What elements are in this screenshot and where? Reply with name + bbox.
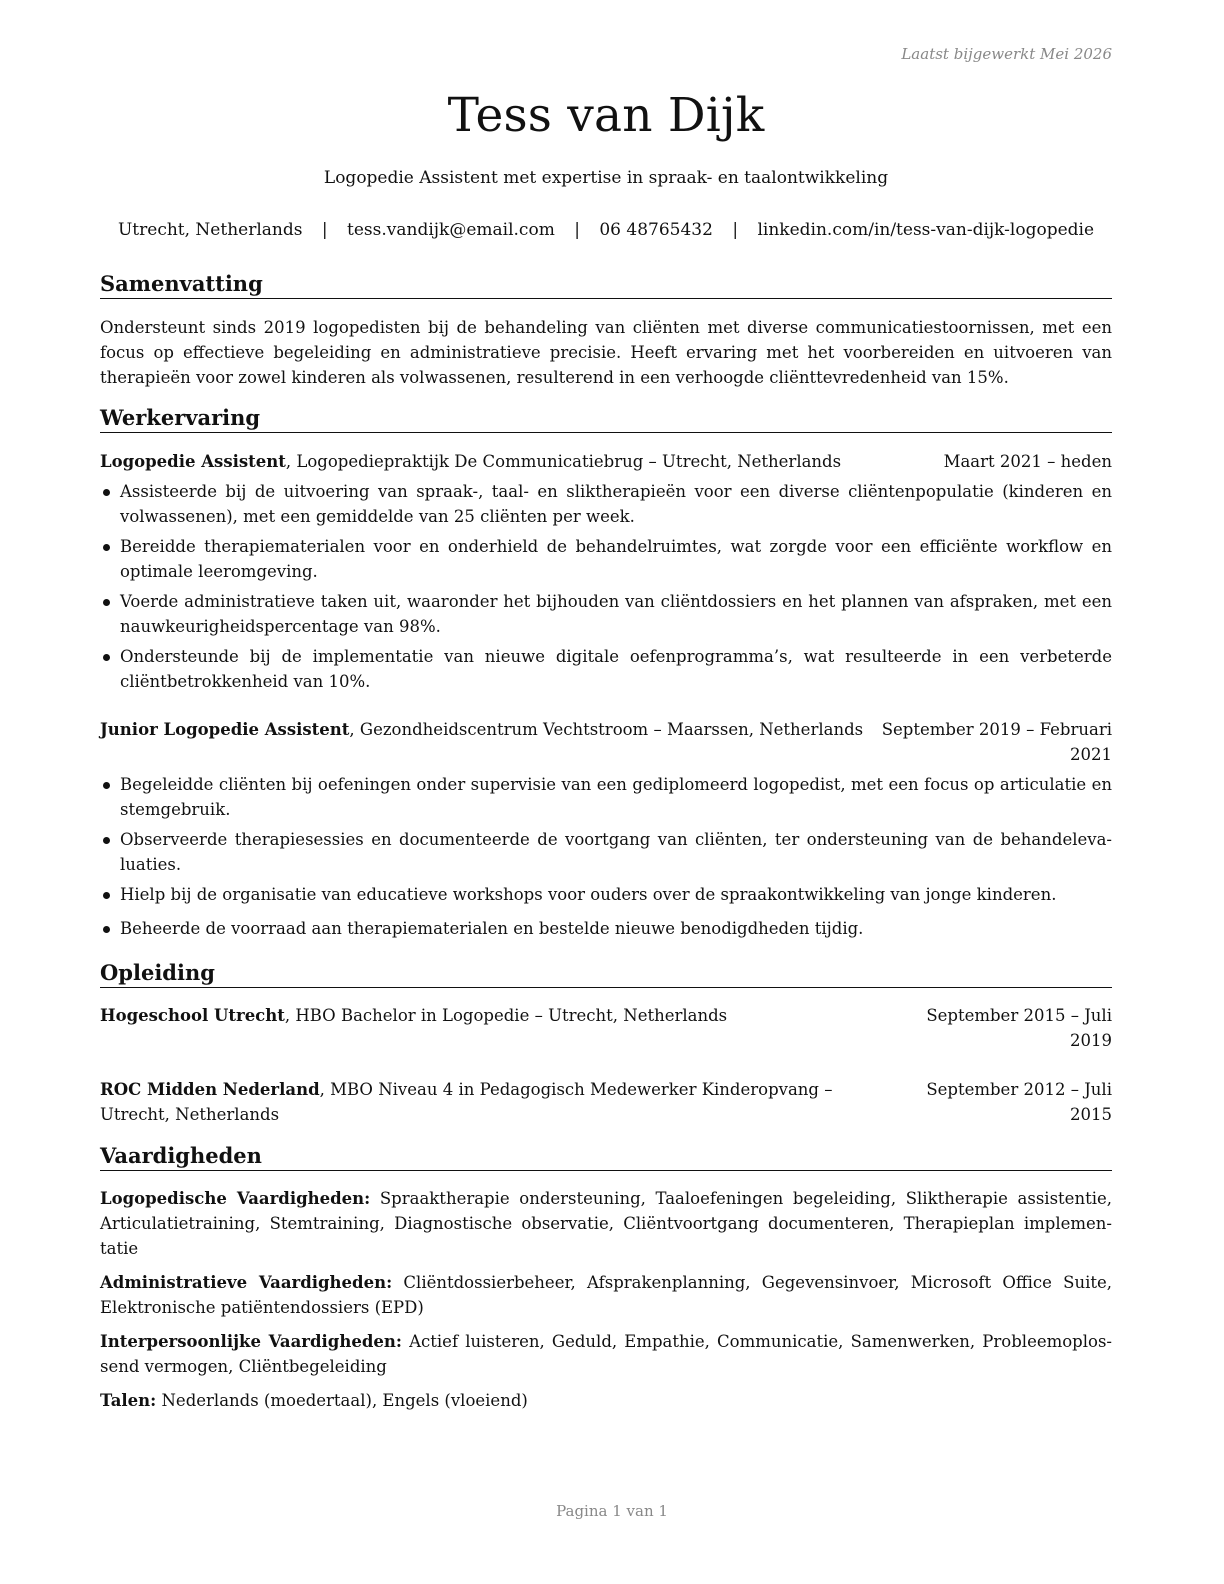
contact-phone[interactable]: 06 48765432 (599, 220, 713, 240)
education-entry (100, 1003, 1112, 1050)
education-dates: September 2015 – Juli 2019 (926, 1006, 1112, 1050)
skill-label: Talen: (100, 1391, 157, 1410)
section-title-skills: Vaardigheden (100, 1143, 1112, 1171)
list-item: Ondersteunde bij de implementatie van nieuwe digitale oefenprogramma’s, wat resulteerde in een verbeterde cliëntbetrokkenheid van 10%. (100, 644, 1112, 694)
skill-label: Administratieve Vaardigheden: (100, 1273, 393, 1292)
skill-group (100, 1270, 1112, 1320)
skill-label: Logopedische Vaardigheden: (100, 1189, 371, 1208)
contact-separator: | (321, 220, 328, 240)
school-location: Utrecht, Netherlands (100, 1105, 280, 1124)
list-item: Voerde administratieve taken uit, waaronder het bijhouden van cliëntdossiers en het plannen van afspraken, met een nauwkeurigheidspercentage van 98%. (100, 589, 1112, 639)
contact-location: Utrecht, Netherlands (117, 220, 303, 240)
section-title-education: Opleiding (100, 960, 1112, 988)
skill-text: Nederlands (moedertaal), Engels (vloeiend) (156, 1391, 528, 1410)
section-title-experience: Werkervaring (100, 405, 1112, 433)
section-title-summary: Samenvatting (100, 271, 1112, 299)
education-entry (100, 1077, 1112, 1127)
skill-text: Spraaktherapie ondersteuning, Taaloefeningen begeleiding, Sliktherapie assistentie, Articulatietraining, Stemtraining, Diagnostische observatie, Cliëntvoortgang documenteren, Therapieplan implemen-tatie (100, 1189, 1112, 1258)
list-item: Hielp bij de organisatie van educatieve workshops voor ouders over de spraakontwikkeling van jonge kinderen. (100, 882, 1112, 907)
school-detail: , HBO Bachelor in Logopedie – Utrecht, Netherlands (284, 1006, 728, 1025)
list-item: Begeleidde cliënten bij oefeningen onder supervisie van een gediplomeerd logopedist, met een focus op articulatie en stemgebruik. (100, 772, 1112, 822)
job-bullets (100, 772, 1112, 946)
last-updated: Laatst bijgewerkt Mei 2026 (901, 45, 1112, 63)
list-item: Observeerde therapiesessies en documenteerde de voortgang van cliënten, ter ondersteuning van de behandeleva-luaties. (100, 827, 1112, 877)
contact-separator: | (574, 220, 580, 240)
contact-linkedin[interactable]: linkedin.com/in/tess-van-dijk-logopedie (757, 220, 1095, 240)
school-name: Hogeschool Utrecht (100, 1006, 285, 1025)
tagline: Logopedie Assistent met expertise in spraak- en taalontwikkeling (323, 168, 889, 188)
job-dates: September 2019 – Februari 2021 (881, 720, 1112, 764)
school-name: ROC Midden Nederland (100, 1080, 320, 1099)
job-header (100, 717, 1112, 764)
job-header (100, 449, 1112, 474)
contact-email[interactable]: tess.vandijk@email.com (347, 220, 555, 240)
skill-group (100, 1329, 1112, 1379)
job-role: Logopedie Assistent (100, 452, 286, 471)
list-item: Beheerde de voorraad aan therapiematerialen en bestelde nieuwe benodigdheden tijdig. (100, 916, 1112, 941)
candidate-name: Tess van Dijk (447, 88, 765, 143)
skill-group (100, 1186, 1112, 1261)
skill-label: Interpersoonlijke Vaardigheden: (100, 1332, 402, 1351)
job-dates: Maart 2021 – heden (943, 452, 1112, 471)
summary-text: Ondersteunt sinds 2019 logopedisten bij de behandeling van cliënten met diverse communicatiestoornissen, met een focus op effectieve begeleiding en administratieve precisie. Heeft ervaring met het voorbereiden en uitvoeren van therapieën voor zowel kinderen als volwassenen, resulterend in een verhoogde cliënttevredenheid van 15%. (100, 318, 1112, 387)
school-detail: , MBO Niveau 4 in Pedagogisch Medewerker Kinderopvang – (319, 1080, 833, 1099)
list-item: Bereidde therapiematerialen voor en onderhield de behandelruimtes, wat zorgde voor een efficiënte workflow en optimale leeromgeving. (100, 534, 1112, 584)
list-item: Assisteerde bij de uitvoering van spraak-, taal- en sliktherapieën voor een diverse cliëntenpopulatie (kinderen en volwassenen), met een gemiddelde van 25 cliënten per week. (100, 479, 1112, 529)
page-number: Pagina 1 van 1 (556, 1502, 668, 1520)
skill-text: Cliëntdossierbeheer, Afsprakenplanning, Gegevensinvoer, Microsoft Office Suite, Elektronische patiëntendossiers (EPD) (100, 1273, 1112, 1317)
skill-text: Actief luisteren, Geduld, Empathie, Communicatie, Samenwerken, Probleemoplos-send vermogen, Cliëntbegeleiding (100, 1332, 1112, 1376)
job-role: Junior Logopedie Assistent (100, 720, 350, 739)
contact-separator: | (732, 220, 739, 240)
education-dates: September 2012 – Juli 2015 (926, 1080, 1112, 1124)
job-bullets (100, 479, 1112, 699)
skill-group (100, 1388, 1112, 1413)
contact-line (100, 220, 1112, 240)
job-org: , Gezondheidscentrum Vechtstroom – Maarssen, Netherlands (349, 720, 864, 739)
job-org: , Logopediepraktijk De Communicatiebrug – Utrecht, Netherlands (285, 452, 842, 471)
